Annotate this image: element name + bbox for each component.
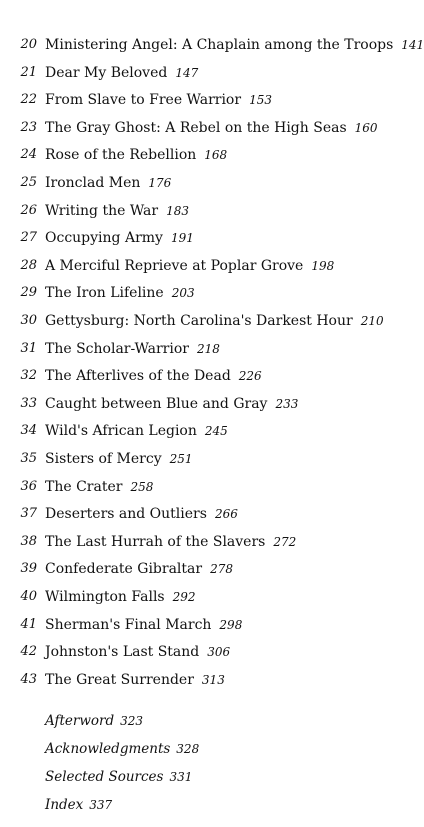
chapter-title: Writing the War [45, 202, 159, 219]
chapter-title: Sherman's Final March [45, 616, 212, 633]
chapter-page: 168 [204, 148, 228, 163]
chapter-number: 28 [20, 257, 37, 273]
back-matter-page: 331 [169, 770, 193, 784]
chapter-number: 41 [20, 616, 37, 632]
chapter-title: Caught between Blue and Gray [45, 395, 268, 412]
chapter-title: The Scholar-Warrior [45, 340, 189, 357]
chapter-title: Wild's African Legion [45, 423, 197, 440]
chapter-number: 35 [20, 451, 37, 466]
chapter-title: Dear My Beloved [45, 64, 168, 81]
chapter-number: 22 [20, 92, 37, 108]
chapter-number: 39 [20, 561, 37, 577]
chapter-page: 176 [148, 176, 172, 190]
chapter-title-line [45, 172, 171, 194]
chapter-title-line [45, 282, 195, 304]
chapter-title-line [45, 503, 238, 525]
chapter-number: 31 [20, 340, 37, 356]
chapter-title-line [45, 117, 378, 139]
chapter-page: 278 [210, 562, 233, 577]
chapter-title-line [45, 255, 334, 277]
chapter-number: 24 [20, 147, 37, 163]
back-matter-page: 328 [176, 742, 200, 756]
chapter-number: 42 [20, 644, 37, 660]
chapter-page: 298 [219, 617, 243, 632]
chapter-number: 43 [20, 671, 37, 687]
back-matter-page: 323 [120, 714, 144, 728]
chapter-page: 306 [207, 645, 231, 660]
chapter-title-line [45, 34, 424, 56]
chapter-title: The Great Surrender [45, 671, 194, 688]
chapter-title-line [45, 365, 262, 387]
chapter-title-line [45, 531, 296, 553]
back-matter-page: 337 [89, 798, 113, 812]
chapter-title: Rose of the Rebellion [45, 147, 197, 164]
chapter-number: 32 [20, 368, 37, 384]
chapter-number: 21 [20, 64, 37, 80]
chapter-title: Wilmington Falls [45, 589, 165, 605]
chapter-title: The Last Hurrah of the Slavers [45, 533, 266, 550]
chapter-title-line [45, 338, 220, 360]
back-matter-title: Afterword [45, 713, 115, 729]
chapter-title-line [45, 310, 384, 332]
chapter-number: 34 [20, 423, 37, 439]
chapter-title-line [45, 200, 189, 222]
chapter-number: 20 [20, 37, 37, 52]
chapter-page: 218 [196, 341, 220, 356]
chapter-title: Ministering Angel: A Chaplain among the Troops [45, 37, 394, 53]
chapter-title: Gettysburg: North Carolina's Darkest Hour [45, 313, 353, 329]
chapter-page: 226 [238, 369, 262, 384]
chapter-title-line [45, 641, 230, 663]
chapter-title-line [45, 62, 198, 84]
chapter-number: 29 [20, 285, 37, 301]
chapter-title: From Slave to Free Warrior [45, 92, 242, 109]
chapter-page: 203 [171, 286, 195, 301]
chapter-title: The Crater [45, 478, 123, 495]
chapter-title: Deserters and Outliers [45, 506, 207, 523]
chapter-page: 198 [311, 258, 335, 273]
chapter-title: Johnston's Last Stand [45, 644, 200, 661]
back-matter-entry [45, 710, 143, 732]
back-matter-title: Selected Sources [45, 769, 164, 785]
chapter-title: The Gray Ghost: A Rebel on the High Seas [45, 119, 347, 136]
chapter-page: 251 [169, 452, 193, 466]
chapter-page: 272 [273, 534, 297, 549]
chapter-title: The Afterlives of the Dead [45, 368, 231, 385]
chapter-page: 245 [204, 424, 228, 439]
chapter-number: 40 [20, 589, 37, 604]
chapter-number: 33 [20, 395, 37, 411]
chapter-page: 313 [201, 672, 225, 687]
chapter-title-line [45, 89, 272, 111]
chapter-title: Sisters of Mercy [45, 451, 162, 467]
chapter-title: Ironclad Men [45, 175, 141, 191]
chapter-number: 36 [20, 478, 37, 494]
chapter-title: The Iron Lifeline [45, 285, 164, 302]
chapter-number: 37 [20, 506, 37, 522]
chapter-number: 30 [20, 313, 37, 328]
chapter-title-line [45, 448, 193, 470]
chapter-number: 25 [20, 175, 37, 190]
back-matter-entry [45, 738, 199, 760]
chapter-title-line [45, 586, 196, 608]
chapter-title-line [45, 144, 227, 166]
chapter-page: 147 [175, 65, 199, 80]
chapter-page: 141 [401, 38, 424, 52]
chapter-title-line [45, 420, 228, 442]
chapter-number: 27 [20, 230, 37, 246]
chapter-page: 210 [360, 314, 384, 328]
chapter-title-line [45, 558, 233, 580]
chapter-number: 38 [20, 533, 37, 549]
chapter-title-line [45, 393, 298, 415]
chapter-page: 183 [166, 203, 189, 218]
back-matter-title: Index [45, 797, 84, 813]
chapter-title-line [45, 227, 194, 249]
chapter-title-line [45, 476, 153, 498]
chapter-title-line [45, 669, 225, 691]
back-matter-entry [45, 766, 192, 788]
back-matter-entry [45, 794, 112, 816]
chapter-page: 160 [354, 120, 378, 135]
chapter-page: 292 [172, 590, 196, 604]
chapter-page: 191 [170, 231, 194, 246]
chapter-number: 23 [20, 119, 37, 135]
chapter-number: 26 [20, 202, 37, 218]
back-matter-title: Acknowledgments [45, 741, 171, 757]
chapter-title: Confederate Gibraltar [45, 561, 203, 578]
chapter-title: Occupying Army [45, 230, 163, 247]
chapter-page: 233 [275, 396, 299, 411]
chapter-page: 258 [130, 479, 154, 494]
chapter-title: A Merciful Reprieve at Poplar Grove [45, 257, 304, 274]
chapter-title-line [45, 614, 242, 636]
chapter-page: 266 [214, 507, 238, 522]
chapter-page: 153 [249, 93, 272, 108]
